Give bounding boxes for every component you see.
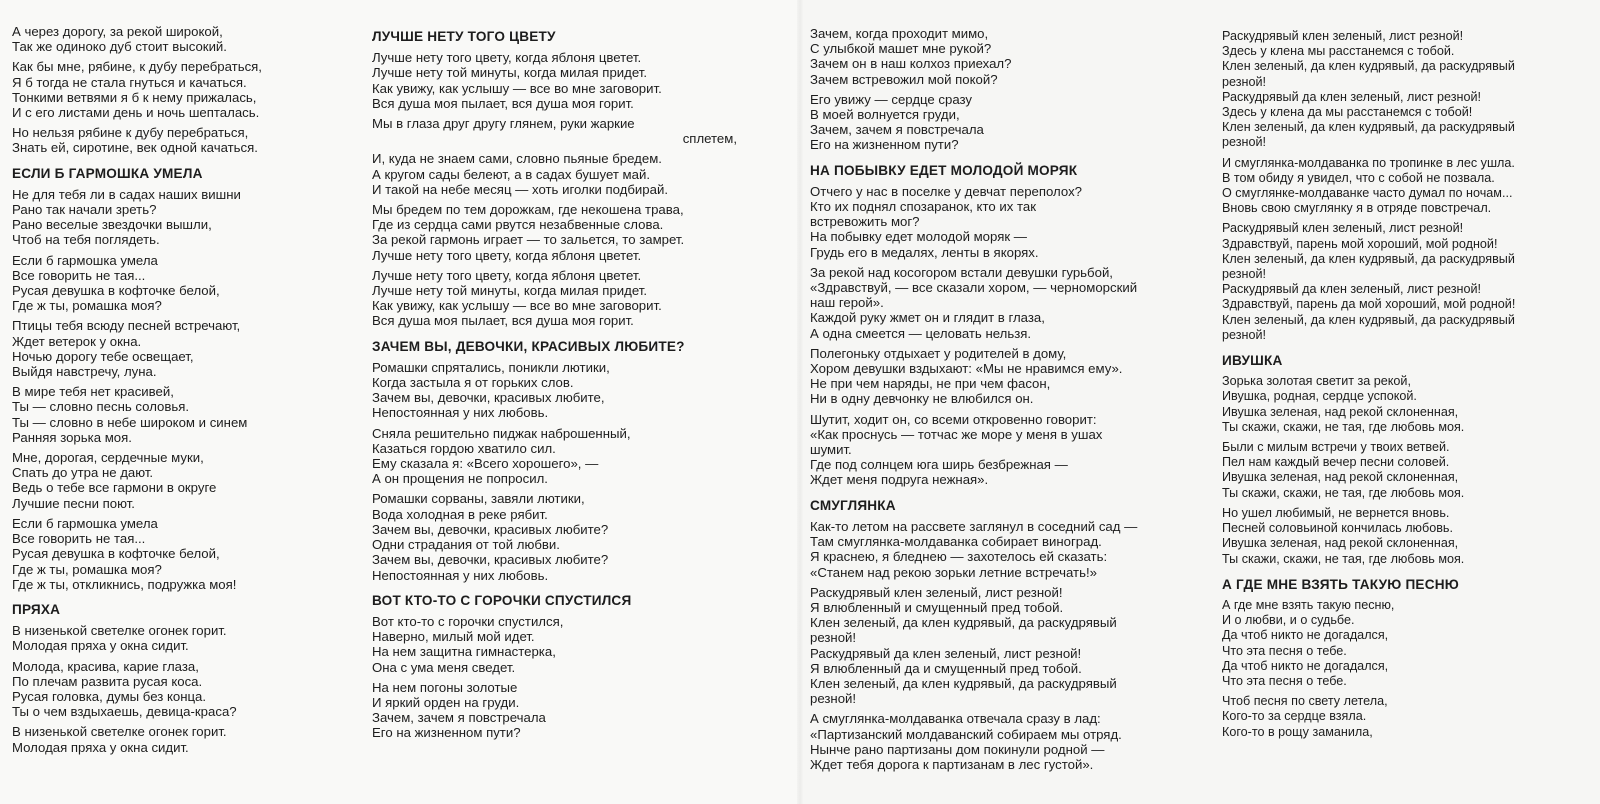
- verse: [12, 659, 377, 720]
- verse: [1222, 221, 1587, 343]
- verse: [12, 384, 377, 445]
- lyric-line: Русая головка, думы без конца.: [12, 688, 207, 704]
- lyric-line: Кого-то за сердце взяла.: [1222, 709, 1367, 724]
- lyric-line: Мы в глаза друг другу глянем, руки жаркие: [372, 116, 635, 132]
- lyric-line: Так же одиноко дуб стоит высокий.: [12, 39, 227, 55]
- column-1: [12, 24, 377, 765]
- verse: [1222, 29, 1587, 151]
- lyric-line: Непостоянная у них любовь.: [372, 405, 549, 421]
- lyric-line: «Станем над рекою зорьки летние встречать!»: [810, 564, 1097, 580]
- lyric-line: Я влюбленный да и смущенный пред тобой.: [810, 660, 1082, 676]
- lyric-line: резной!: [810, 630, 857, 646]
- lyric-line: Раскудрявый клен зеленый, лист резной!: [1222, 29, 1464, 43]
- song-title: ВОТ КТО-ТО С ГОРОЧКИ СПУСТИЛСЯ: [372, 592, 632, 608]
- verse: [12, 253, 377, 314]
- verse: [810, 585, 1175, 707]
- lyric-line: шумит.: [810, 442, 852, 458]
- lyric-line: Ждет тебя дорога к партизанам в лес густой».: [810, 756, 1094, 772]
- lyric-line: Вода холодная в реке рябит.: [372, 506, 548, 522]
- lyric-line: Молодая пряха у окна сидит.: [12, 739, 189, 755]
- verse: [372, 680, 737, 741]
- verse: [1222, 506, 1587, 567]
- song-title: ПРЯХА: [12, 601, 61, 617]
- lyric-line: резной!: [1222, 267, 1266, 282]
- lyric-line: Где из сердца сами рвутся незабвенные слова.: [372, 217, 664, 233]
- lyric-line: Как-то летом на рассвете заглянул в соседний сад —: [810, 518, 1138, 534]
- lyric-line: Тонкими ветвями я б к нему прижалась,: [12, 89, 257, 105]
- verse: [12, 125, 377, 155]
- lyric-line: А одна смеется — целовать нельзя.: [810, 325, 1032, 341]
- lyric-line: Чтоб на тебя поглядеть.: [12, 232, 160, 248]
- song-title: ЛУЧШЕ НЕТУ ТОГО ЦВЕТУ: [372, 29, 556, 44]
- lyric-line: Сняла решительно пиджак наброшенный,: [372, 425, 631, 441]
- lyric-line: Были с милым встречи у твоих ветвей.: [1222, 440, 1450, 455]
- lyric-line: Молодая пряха у окна сидит.: [12, 638, 189, 654]
- lyric-line: Где ж ты, ромашка моя?: [12, 561, 162, 577]
- lyric-line: Клен зеленый, да клен кудрявый, да раскудрявый: [1222, 312, 1515, 327]
- verse: [372, 151, 737, 197]
- lyric-line: Раскудрявый да клен зеленый, лист резной!: [1222, 282, 1481, 297]
- lyric-line: Ему сказала я: «Всего хорошего», —: [372, 456, 599, 472]
- song: [372, 339, 737, 583]
- lyric-line: В моей волнуется груди,: [810, 107, 960, 123]
- lyric-line: Мы бредем по тем дорожкам, где некошена трава,: [372, 202, 684, 218]
- lyric-line: На побывку едет молодой моряк —: [810, 229, 1027, 245]
- page-fold: [797, 0, 803, 804]
- lyric-line: В низенькой светелке огонек горит.: [12, 724, 227, 740]
- lyric-line: Вся душа моя пылает, вся душа моя горит.: [372, 313, 634, 329]
- song-title: ЗАЧЕМ ВЫ, ДЕВОЧКИ, КРАСИВЫХ ЛЮБИТЕ?: [372, 338, 685, 354]
- lyric-line: О смуглянке-молдаванке часто думал по ночам...: [1222, 186, 1513, 201]
- lyric-line: Наверно, милый мой идет.: [372, 629, 535, 645]
- verse: [12, 724, 377, 754]
- lyric-line: На нем защитна гимнастерка,: [372, 644, 556, 660]
- lyric-line: Здесь у клена да мы расстанемся с тобой!: [1222, 105, 1473, 120]
- verse: [810, 265, 1175, 341]
- lyric-line: С улыбкой машет мне рукой?: [810, 41, 992, 57]
- lyric-line: Ни в одну девчонку не влюбился он.: [810, 391, 1034, 407]
- lyric-line: Где ж ты, ромашка моя?: [12, 298, 162, 314]
- lyric-line: сплетем,: [682, 131, 737, 147]
- verse: [1222, 374, 1587, 435]
- lyric-line: Ты скажи, скажи, не тая, где любовь моя.: [1222, 419, 1465, 434]
- lyric-line: Хором девушки вздыхают: «Мы не нравимся ему».: [810, 361, 1123, 377]
- lyric-line: Клен зеленый, да клен кудрявый, да раскудрявый: [810, 675, 1117, 691]
- lyric-line: Клен зеленый, да клен кудрявый, да раскудрявый: [1222, 251, 1515, 266]
- lyric-line: Ты о чем вздыхаешь, девица-краса?: [12, 704, 237, 720]
- lyric-line: Одни страдания от той любви.: [372, 537, 560, 553]
- lyric-line: И такой на небе месяц — хоть иголки подбирай.: [372, 181, 668, 197]
- lyric-line: А где мне взять такую песню,: [1222, 597, 1395, 612]
- lyric-line: А через дорогу, за рекой широкой,: [12, 24, 223, 39]
- lyric-line: встревожить мог?: [810, 214, 920, 230]
- lyric-line: Выйдя навстречу, луна.: [12, 364, 157, 380]
- verse: [12, 318, 377, 379]
- lyric-line: Зорька золотая светит за рекой,: [1222, 374, 1411, 389]
- lyric-line: Ночью дорогу тебе освещает,: [12, 348, 194, 364]
- lyric-line: Ивушка зеленая, над рекой склоненная,: [1222, 536, 1459, 551]
- lyric-line: Здравствуй, парень да мой хороший, мой родной!: [1222, 297, 1516, 312]
- song: [12, 602, 377, 755]
- lyric-line: Лучше нету той минуты, когда милая придет.: [372, 65, 647, 81]
- lyric-line: Я влюбленный и смущенный пред тобой.: [810, 599, 1064, 615]
- lyric-line: И с его листами день и ночь шепталась.: [12, 105, 260, 121]
- lyric-line: Лучше нету того цвету, когда яблоня цветет.: [372, 50, 642, 66]
- lyric-line: Ивушка зеленая, над рекой склоненная,: [1222, 404, 1459, 419]
- lyric-line: Шутит, ходит он, со всеми откровенно говорит:: [810, 411, 1097, 427]
- song: [12, 24, 377, 156]
- lyric-line: Зачем, зачем я повстречала: [372, 710, 546, 726]
- lyric-line: А он прощения не попросил.: [372, 471, 548, 487]
- lyric-line: Как бы мне, рябине, к дубу перебраться,: [12, 59, 262, 75]
- verse: [372, 50, 737, 111]
- lyric-line: Кого-то в рощу заманила,: [1222, 724, 1373, 739]
- lyric-line: Я б тогда не стала гнуться и качаться.: [12, 74, 247, 90]
- lyric-line: Ты скажи, скажи, не тая, где любовь моя.: [1222, 551, 1465, 566]
- lyric-line: Как увижу, как услышу — все во мне заговорит.: [372, 80, 662, 96]
- lyric-line: Его на жизненном пути?: [810, 137, 959, 153]
- lyric-line: Зачем вы, девочки, красивых любите,: [372, 390, 605, 406]
- lyric-line: Вот кто-то с горочки спустился,: [372, 613, 564, 629]
- lyric-line: И, куда не знаем сами, словно пьяные бредем.: [372, 151, 662, 167]
- lyric-line: Ждет ветерок у окна.: [12, 333, 142, 349]
- lyric-line: резной!: [810, 691, 857, 707]
- verse: [372, 360, 737, 421]
- verse: [810, 184, 1175, 260]
- lyric-line: Ивушка, родная, сердце успокой.: [1222, 389, 1417, 404]
- lyric-line: Его увижу — сердце сразу: [810, 91, 973, 107]
- lyric-line: Да чтоб никто не догадался,: [1222, 658, 1389, 673]
- lyric-line: Зачем, зачем я повстречала: [810, 122, 984, 138]
- lyric-line: Да чтоб никто не догадался,: [1222, 628, 1389, 643]
- verse: [372, 268, 737, 329]
- lyric-line: Русая девушка в кофточке белой,: [12, 283, 220, 299]
- lyric-line: Раскудрявый клен зеленый, лист резной!: [1222, 221, 1464, 236]
- lyric-line: «Здравствуй, — все сказали хором, — черноморский: [810, 280, 1138, 296]
- lyric-line: Лучше нету той минуты, когда милая придет.: [372, 283, 647, 299]
- lyric-line: Знать ей, сиротине, век одной качаться.: [12, 140, 258, 156]
- lyric-line: Если б гармошка умела: [12, 515, 158, 531]
- lyric-line: Отчего у нас в поселке у девчат переполох?: [810, 183, 1083, 199]
- lyric-line: Зачем вы, девочки, красивых любите?: [372, 521, 609, 537]
- lyric-line: По плечам развита русая коса.: [12, 673, 203, 689]
- verse: [12, 187, 377, 248]
- lyric-line: Ивушка зеленая, над рекой склоненная,: [1222, 470, 1459, 485]
- verse: [12, 516, 377, 592]
- lyric-line: В мире тебя нет красивей,: [12, 384, 174, 400]
- lyric-line: Молода, красива, карие глаза,: [12, 658, 199, 674]
- song: [1222, 353, 1587, 567]
- verse: [810, 26, 1175, 87]
- lyric-line: Каждой руку жмет он и глядит в глаза,: [810, 310, 1045, 326]
- column-2: [372, 25, 737, 751]
- lyric-line: Мне, дорогая, сердечные муки,: [12, 450, 204, 466]
- lyric-line: Лучше нету того цвету, когда яблоня цветет.: [372, 247, 642, 263]
- lyric-line: Русая девушка в кофточке белой,: [12, 546, 220, 562]
- lyric-line: Она с ума меня сведет.: [372, 659, 516, 675]
- lyric-line: Чтоб песня по свету летела,: [1222, 694, 1388, 709]
- lyric-line: Если б гармошка умела: [12, 252, 158, 268]
- verse: [1222, 440, 1587, 501]
- verse: [12, 623, 377, 653]
- song-title: А ГДЕ МНЕ ВЗЯТЬ ТАКУЮ ПЕСНЮ: [1222, 576, 1459, 592]
- lyric-line: Не при чем наряды, не при чем фасон,: [810, 376, 1051, 392]
- verse: [12, 24, 377, 54]
- lyric-line: резной!: [1222, 135, 1266, 150]
- lyric-line: Когда застыла я от горьких слов.: [372, 375, 574, 391]
- lyric-line: Что эта песня о тебе.: [1222, 673, 1347, 688]
- song-title: ИВУШКА: [1222, 353, 1283, 369]
- lyric-line: Спать до утра не дают.: [12, 465, 154, 481]
- lyric-line: И о любви, и о судьбе.: [1222, 613, 1355, 628]
- verse: [810, 346, 1175, 407]
- lyric-line: Рано так начали зреть?: [12, 202, 157, 218]
- lyric-line: Ранняя зорька моя.: [12, 429, 132, 445]
- song-title: СМУГЛЯНКА: [810, 497, 896, 513]
- song-title: ЕСЛИ Б ГАРМОШКА УМЕЛА: [12, 165, 203, 181]
- lyric-line: Пел нам каждый вечер песни соловей.: [1222, 455, 1450, 470]
- lyric-line: Зачем, когда проходит мимо,: [810, 26, 989, 41]
- lyric-line: За рекой над косогором встали девушки гурьбой,: [810, 264, 1113, 280]
- lyric-line: Ты — словно в небе широком и синем: [12, 414, 248, 430]
- lyric-line: наш герой».: [810, 295, 884, 311]
- lyric-line: Ведь о тебе все гармони в округе: [12, 480, 217, 496]
- lyric-line: Ждет меня подруга нежная».: [810, 472, 989, 488]
- lyric-line: И смуглянка-молдаванка по тропинке в лес ушла.: [1222, 155, 1515, 170]
- verse: [372, 202, 737, 263]
- lyric-line: Рано веселые звездочки вышли,: [12, 217, 212, 233]
- lyric-line: Но ушел любимый, не вернется вновь.: [1222, 505, 1450, 520]
- lyric-line: Раскудрявый да клен зеленый, лист резной!: [810, 645, 1082, 661]
- lyric-line: Вся душа моя пылает, вся душа моя горит.: [372, 95, 634, 111]
- lyric-line: Ты — словно песнь соловья.: [12, 399, 190, 415]
- lyric-line: «Как проснусь — тотчас же море у меня в ушах: [810, 426, 1103, 442]
- song: [810, 26, 1175, 153]
- lyric-line: Лучшие песни поют.: [12, 495, 135, 511]
- lyric-line: Все говорить не тая...: [12, 267, 146, 283]
- lyric-line: Где под солнцем юга ширь безбрежная —: [810, 457, 1068, 473]
- lyric-line: Зачем встревожил мой покой?: [810, 71, 998, 87]
- verse: [372, 116, 737, 146]
- song: [1222, 29, 1587, 343]
- lyric-line: Казаться гордою хватило сил.: [372, 440, 556, 456]
- lyric-line: «Партизанский молдаванский собираем мы отряд.: [810, 726, 1122, 742]
- lyric-line: Вновь свою смуглянку я в отряде повстречал.: [1222, 201, 1492, 216]
- lyric-line: И яркий орден на груди.: [372, 694, 520, 710]
- lyric-line: Нынче рано партизаны дом покинули родной —: [810, 741, 1105, 757]
- lyric-line: Здесь у клена мы расстанемся с тобой.: [1222, 44, 1455, 59]
- lyric-line: Зачем вы, девочки, красивых любите?: [372, 552, 609, 568]
- lyric-line: Клен зеленый, да клен кудрявый, да раскудрявый: [1222, 120, 1515, 135]
- verse: [810, 519, 1175, 580]
- verse: [1222, 694, 1587, 740]
- lyric-line: Не для тебя ли в садах наших вишни: [12, 186, 241, 202]
- verse: [810, 412, 1175, 488]
- song: [12, 166, 377, 592]
- song: [810, 163, 1175, 488]
- verse: [1222, 598, 1587, 689]
- lyric-line: Лучше нету того цвету, когда яблоня цветет.: [372, 267, 642, 283]
- column-4: [1222, 29, 1587, 750]
- lyric-line: А смуглянка-молдаванка отвечала сразу в лад:: [810, 711, 1101, 727]
- lyric-line: Где ж ты, откликнись, подружка моя!: [12, 576, 237, 592]
- verse: [810, 711, 1175, 772]
- lyric-line: резной!: [1222, 74, 1266, 89]
- lyric-line: Там смуглянка-молдаванка собирает виноград.: [810, 534, 1102, 550]
- right-page: [800, 0, 1600, 804]
- lyric-line: Ромашки спрятались, поникли лютики,: [372, 359, 610, 375]
- verse: [372, 614, 737, 675]
- song-title: НА ПОБЫВКУ ЕДЕТ МОЛОДОЙ МОРЯК: [810, 162, 1078, 178]
- verse: [12, 450, 377, 511]
- lyric-line: Здравствуй, парень мой хороший, мой родной!: [1222, 236, 1498, 251]
- lyric-line: Что эта песня о тебе.: [1222, 643, 1347, 658]
- lyric-line: В низенькой светелке огонек горит.: [12, 623, 227, 639]
- lyric-line: Клен зеленый, да клен кудрявый, да раскудрявый: [810, 615, 1117, 631]
- lyric-line: За рекой гармонь играет — то зальется, то замрет.: [372, 232, 685, 248]
- song: [810, 498, 1175, 772]
- song: [372, 29, 737, 329]
- lyric-line: Его на жизненном пути?: [372, 725, 521, 741]
- lyric-line: Песней соловьиной кончилась любовь.: [1222, 521, 1453, 536]
- song: [372, 593, 737, 741]
- song: [1222, 577, 1587, 740]
- lyric-line: В том обиду я увидел, что с собой не позвала.: [1222, 170, 1495, 185]
- lyric-line: Непостоянная у них любовь.: [372, 567, 549, 583]
- lyric-line: Я краснею, я бледнею — захотелось ей сказать:: [810, 549, 1108, 565]
- lyric-line: Птицы тебя всюду песней встречают,: [12, 318, 241, 334]
- lyric-line: На нем погоны золотые: [372, 679, 518, 695]
- lyric-line: Грудь его в медалях, ленты в якорях.: [810, 244, 1039, 260]
- lyric-line: Зачем он в наш колхоз приехал?: [810, 56, 1012, 72]
- lyric-line: резной!: [1222, 327, 1266, 342]
- lyric-line: Ромашки сорваны, завяли лютики,: [372, 491, 585, 507]
- lyric-line: Клен зеленый, да клен кудрявый, да раскудрявый: [1222, 59, 1515, 74]
- verse: [810, 92, 1175, 153]
- verse: [12, 59, 377, 120]
- lyric-line: Ты скажи, скажи, не тая, где любовь моя.: [1222, 485, 1465, 500]
- lyric-line: Кто их поднял спозаранок, кто их так: [810, 199, 1036, 215]
- lyric-line: А кругом сады белеют, а в садах бушует май.: [372, 166, 650, 182]
- lyric-line: Раскудрявый клен зеленый, лист резной!: [810, 584, 1063, 600]
- lyric-line: Все говорить не тая...: [12, 531, 146, 547]
- verse: [372, 491, 737, 582]
- lyric-line: Полегоньку отдыхает у родителей в дому,: [810, 345, 1067, 361]
- column-3: [810, 26, 1175, 782]
- lyric-line: Как увижу, как услышу — все во мне заговорит.: [372, 298, 662, 314]
- verse: [372, 426, 737, 487]
- lyric-line: Но нельзя рябине к дубу перебраться,: [12, 125, 249, 141]
- lyric-line: Раскудрявый да клен зеленый, лист резной!: [1222, 89, 1481, 104]
- verse: [1222, 156, 1587, 217]
